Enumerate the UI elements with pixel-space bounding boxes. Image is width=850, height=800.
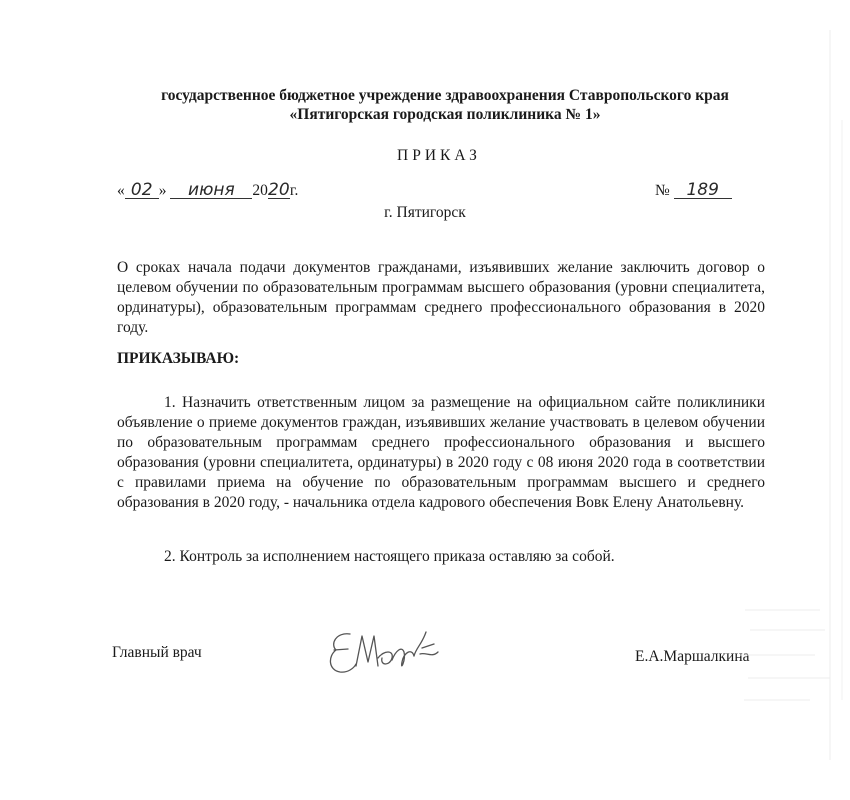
bleed-through-marks <box>740 600 840 720</box>
orders-heading: ПРИКАЗЫВАЮ: <box>117 350 240 367</box>
date-quote-close: » <box>158 182 167 199</box>
organization-name-line2: «Пятигорская городская поликлиника № 1» <box>289 106 601 123</box>
organization-name-line1: государственное бюджетное учреждение здравоохранения Ставропольского края <box>161 87 729 104</box>
order-item-1: 1. Назначить ответственным лицом за размещение на официальном сайте поликлиники объявление о приеме документов граждан, изъявивших желание участвовать в целевом обучении по образовательным программам среднего профессионального образования и высшего образования (уровни специалитета, ординатуры) в 2020 году с 08 июня 2020 года в соответствии с правилами приема на обучение по образовательным программам высшего и среднего образования в 2020 году, - начальника отдела кадрового обеспечения Вовк Елену Анатольевну. <box>117 394 765 511</box>
order-date <box>117 182 298 200</box>
date-year-suffix: 20 <box>268 180 290 200</box>
order-number-value: 189 <box>674 182 732 199</box>
order-number <box>655 182 732 200</box>
date-quote-open: « <box>117 182 125 199</box>
order-number-label: № <box>655 182 670 199</box>
date-month: июня <box>170 182 252 199</box>
date-year-end: г. <box>289 182 299 199</box>
date-day: 02 <box>125 182 159 199</box>
city: г. Пятигорск <box>384 204 466 221</box>
handwritten-signature <box>322 622 442 684</box>
signatory-name: Е.А.Маршалкина <box>635 648 750 665</box>
date-year-prefix: 20 <box>252 182 268 199</box>
order-subject: О сроках начала подачи документов гражданами, изъявивших желание заключить договор о целевом обучении по образовательным программам высшего образования (уровни специалитета, ординатуры), образовательным программам среднего профессионального образования в 2020 году. <box>117 259 765 336</box>
order-item-2: 2. Контроль за исполнением настоящего приказа оставляю за собой. <box>164 548 615 565</box>
document-title: ПРИКАЗ <box>397 147 481 164</box>
signatory-position: Главный врач <box>112 644 202 661</box>
